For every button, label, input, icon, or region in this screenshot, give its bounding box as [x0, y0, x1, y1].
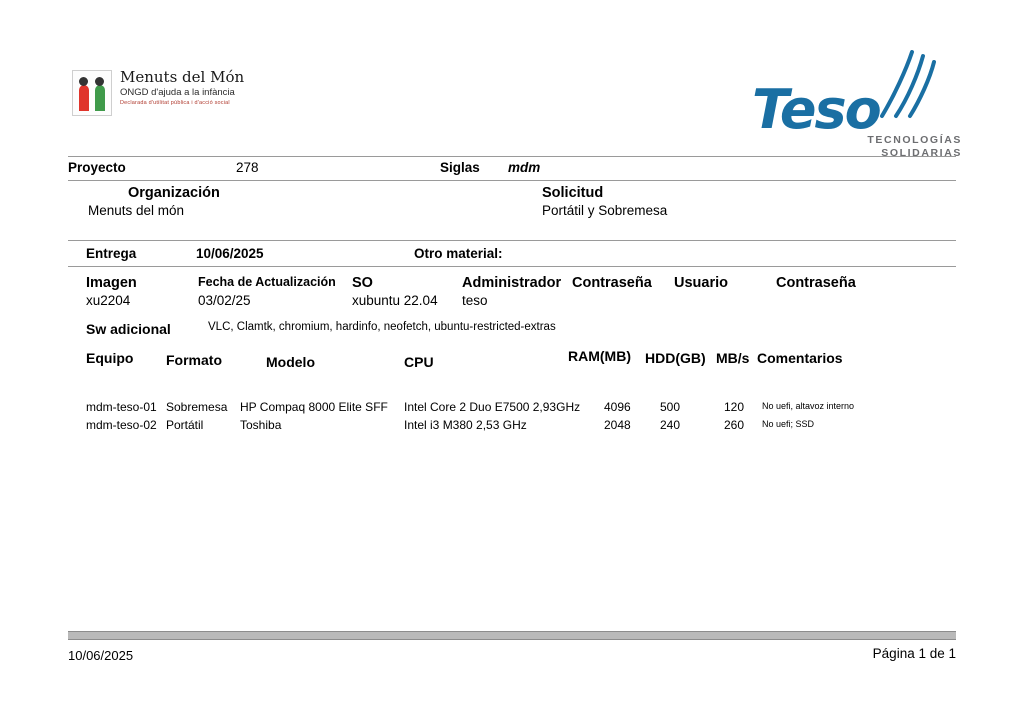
cell-comentarios: No uefi; SSD: [762, 419, 815, 429]
cell-equipo: mdm-teso-01: [86, 400, 157, 414]
delivery-value: 10/06/2025: [196, 246, 264, 261]
image-value: xu2204: [86, 293, 131, 308]
column-header-mbs: MB/s: [716, 350, 750, 366]
initials-label: Siglas: [440, 160, 480, 175]
organization-logo: [72, 68, 292, 128]
organization-name: Menuts del Món: [120, 68, 245, 86]
cell-mbs: 120: [724, 400, 745, 414]
column-header-cpu: CPU: [404, 354, 434, 370]
extra-software-value: VLC, Clamtk, chromium, hardinfo, neofetch, ubuntu-restricted-extras: [208, 321, 556, 333]
cell-modelo: Toshiba: [240, 418, 282, 432]
column-header-comentarios: Comentarios: [757, 350, 843, 366]
divider-top: [68, 156, 956, 157]
updated-label: Fecha de Actualización: [198, 275, 336, 289]
cell-ram: 4096: [604, 400, 631, 414]
teso-logo: [752, 50, 962, 160]
cell-formato: Sobremesa: [166, 400, 228, 414]
cell-modelo: HP Compaq 8000 Elite SFF: [240, 400, 388, 414]
cell-comentarios: No uefi, altavoz interno: [762, 401, 855, 411]
user-password-label: Contraseña: [776, 275, 856, 291]
cell-hdd: 500: [660, 400, 681, 414]
divider-project: [68, 180, 956, 181]
teso-subtitle-1: TECNOLOGÍAS: [867, 134, 962, 146]
cell-equipo: mdm-teso-02: [86, 418, 157, 432]
footer-page-number: Página 1 de 1: [872, 646, 956, 661]
cell-mbs: 260: [724, 418, 745, 432]
updated-value: 03/02/25: [198, 293, 251, 308]
cell-hdd: 240: [660, 418, 681, 432]
request-value: Portátil y Sobremesa: [542, 203, 668, 218]
column-header-ram: RAM(MB): [568, 348, 631, 364]
os-label: SO: [352, 275, 373, 291]
project-label: Proyecto: [68, 160, 126, 175]
organization-value: Menuts del món: [88, 203, 185, 218]
organization-tagline: ONGD d'ajuda a la infància: [120, 87, 235, 98]
column-header-modelo: Modelo: [266, 354, 315, 370]
organization-label: Organización: [128, 185, 220, 201]
cell-ram: 2048: [604, 418, 631, 432]
initials-value: mdm: [508, 160, 541, 175]
project-value: 278: [236, 160, 259, 175]
divider-organization: [68, 240, 956, 241]
user-label: Usuario: [674, 275, 728, 291]
footer-divider: [68, 631, 956, 640]
cell-cpu: Intel Core 2 Duo E7500 2,93GHz: [404, 400, 581, 414]
footer-date: 10/06/2025: [68, 648, 134, 663]
column-header-formato: Formato: [166, 352, 222, 368]
os-value: xubuntu 22.04: [352, 293, 438, 308]
organization-fineprint: Declarada d'utilitat pública i d'acció social: [120, 100, 230, 106]
column-header-hdd: HDD(GB): [645, 350, 706, 366]
image-label: Imagen: [86, 275, 137, 291]
teso-wordmark: Teso: [752, 78, 880, 141]
column-header-equipo: Equipo: [86, 350, 134, 366]
cell-cpu: Intel i3 M380 2,53 GHz: [404, 418, 527, 432]
teso-subtitle-2: SOLIDARIAS: [881, 147, 962, 159]
divider-delivery: [68, 266, 956, 267]
admin-value: teso: [462, 293, 488, 308]
extra-software-label: Sw adicional: [86, 321, 171, 337]
admin-password-label: Contraseña: [572, 275, 652, 291]
other-material-label: Otro material:: [414, 246, 503, 261]
cell-formato: Portátil: [166, 418, 204, 432]
delivery-label: Entrega: [86, 246, 137, 261]
request-label: Solicitud: [542, 185, 604, 201]
admin-label: Administrador: [462, 275, 562, 291]
logo-mark-icon: [72, 70, 112, 116]
